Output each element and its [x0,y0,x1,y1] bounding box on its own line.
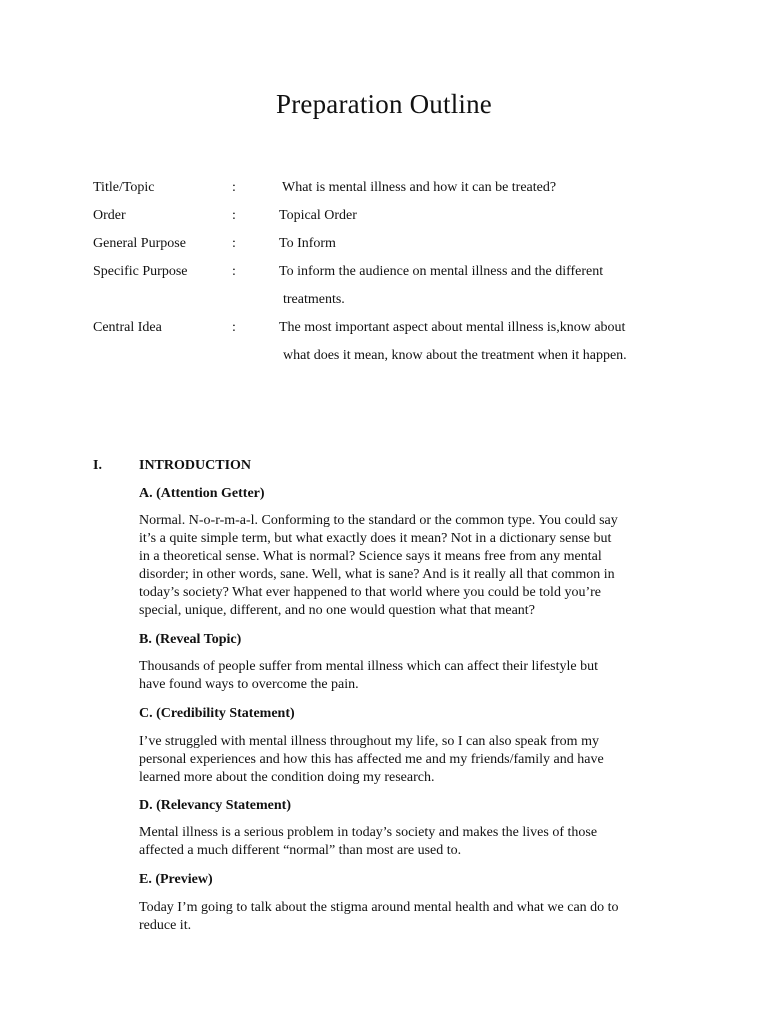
paragraph-line: Thousands of people suffer from mental illness which can affect their lifestyle but [139,659,599,674]
part-heading: E. (Preview) [139,872,213,887]
outline-part-attention-getter [139,484,675,504]
meta-label: Specific Purpose [93,264,188,279]
part-heading: B. (Reveal Topic) [139,632,242,647]
meta-colon: : [232,320,236,335]
paragraph-line: in a theoretical sense. What is normal? Science says it means free from any mental [139,549,602,564]
meta-row-central-idea [93,318,693,374]
part-heading: D. (Relevancy Statement) [139,798,292,813]
meta-value [279,206,689,226]
meta-value-line: what does it mean, know about the treatment when it happen. [283,348,627,363]
meta-value-line: To Inform [279,236,336,251]
paragraph-line: I’ve struggled with mental illness throughout my life, so I can also speak from my [139,734,599,749]
meta-colon: : [232,236,236,251]
part-paragraph [139,658,675,694]
meta-colon: : [232,208,236,223]
paragraph-line: Today I’m going to talk about the stigma around mental health and what we can do to [139,900,619,915]
meta-value-line: Topical Order [279,208,357,223]
page-title: Preparation Outline [276,89,492,119]
paragraph-line: it’s a quite simple term, but what exactly does it mean? Not in a dictionary sense but [139,531,612,546]
meta-value-line: To inform the audience on mental illness and the different [279,264,604,279]
meta-label: Order [93,208,126,223]
meta-value [279,234,689,254]
paragraph-line: reduce it. [139,918,192,933]
paragraph-line: affected a much different “normal” than most are used to. [139,843,462,858]
part-paragraph [139,733,675,787]
paragraph-line: Normal. N-o-r-m-a-l. Conforming to the standard or the common type. You could say [139,513,618,528]
paragraph-line: disorder; in other words, sane. Well, what is sane? And is it really all that common in [139,567,615,582]
meta-value-line: treatments. [283,292,345,307]
paragraph-line: learned more about the condition doing my research. [139,770,435,785]
section-title: INTRODUCTION [139,458,252,473]
part-paragraph [139,824,675,860]
meta-label: General Purpose [93,236,186,251]
outline-metadata [93,178,693,374]
meta-value [279,178,689,198]
section-number: I. [93,458,102,473]
paragraph-line: personal experiences and how this has affected me and my friends/family and have [139,752,604,767]
meta-colon: : [232,264,236,279]
part-heading: C. (Credibility Statement) [139,706,295,721]
meta-value [279,262,689,310]
meta-row-title-topic [93,178,693,206]
outline-part-credibility-statement [139,704,675,724]
meta-value-line: The most important aspect about mental illness is,know about [279,320,626,335]
part-paragraph [139,512,675,620]
meta-label: Central Idea [93,320,162,335]
paragraph-line: today’s society? What ever happened to that world where you could be told you’re [139,585,601,600]
meta-row-general-purpose [93,234,693,262]
meta-label: Title/Topic [93,180,155,195]
meta-colon: : [232,180,236,195]
paragraph-line: have found ways to overcome the pain. [139,677,359,692]
meta-row-specific-purpose [93,262,693,318]
part-heading: A. (Attention Getter) [139,486,265,501]
outline-part-relevancy-statement [139,796,675,816]
outline-part-reveal-topic [139,630,675,650]
paragraph-line: Mental illness is a serious problem in today’s society and makes the lives of those [139,825,598,840]
part-paragraph [139,899,675,935]
outline-part-preview [139,870,675,890]
meta-value [279,318,689,366]
paragraph-line: special, unique, different, and no one would question what that meant? [139,603,535,618]
meta-value-line: What is mental illness and how it can be treated? [282,180,557,195]
meta-row-order [93,206,693,234]
